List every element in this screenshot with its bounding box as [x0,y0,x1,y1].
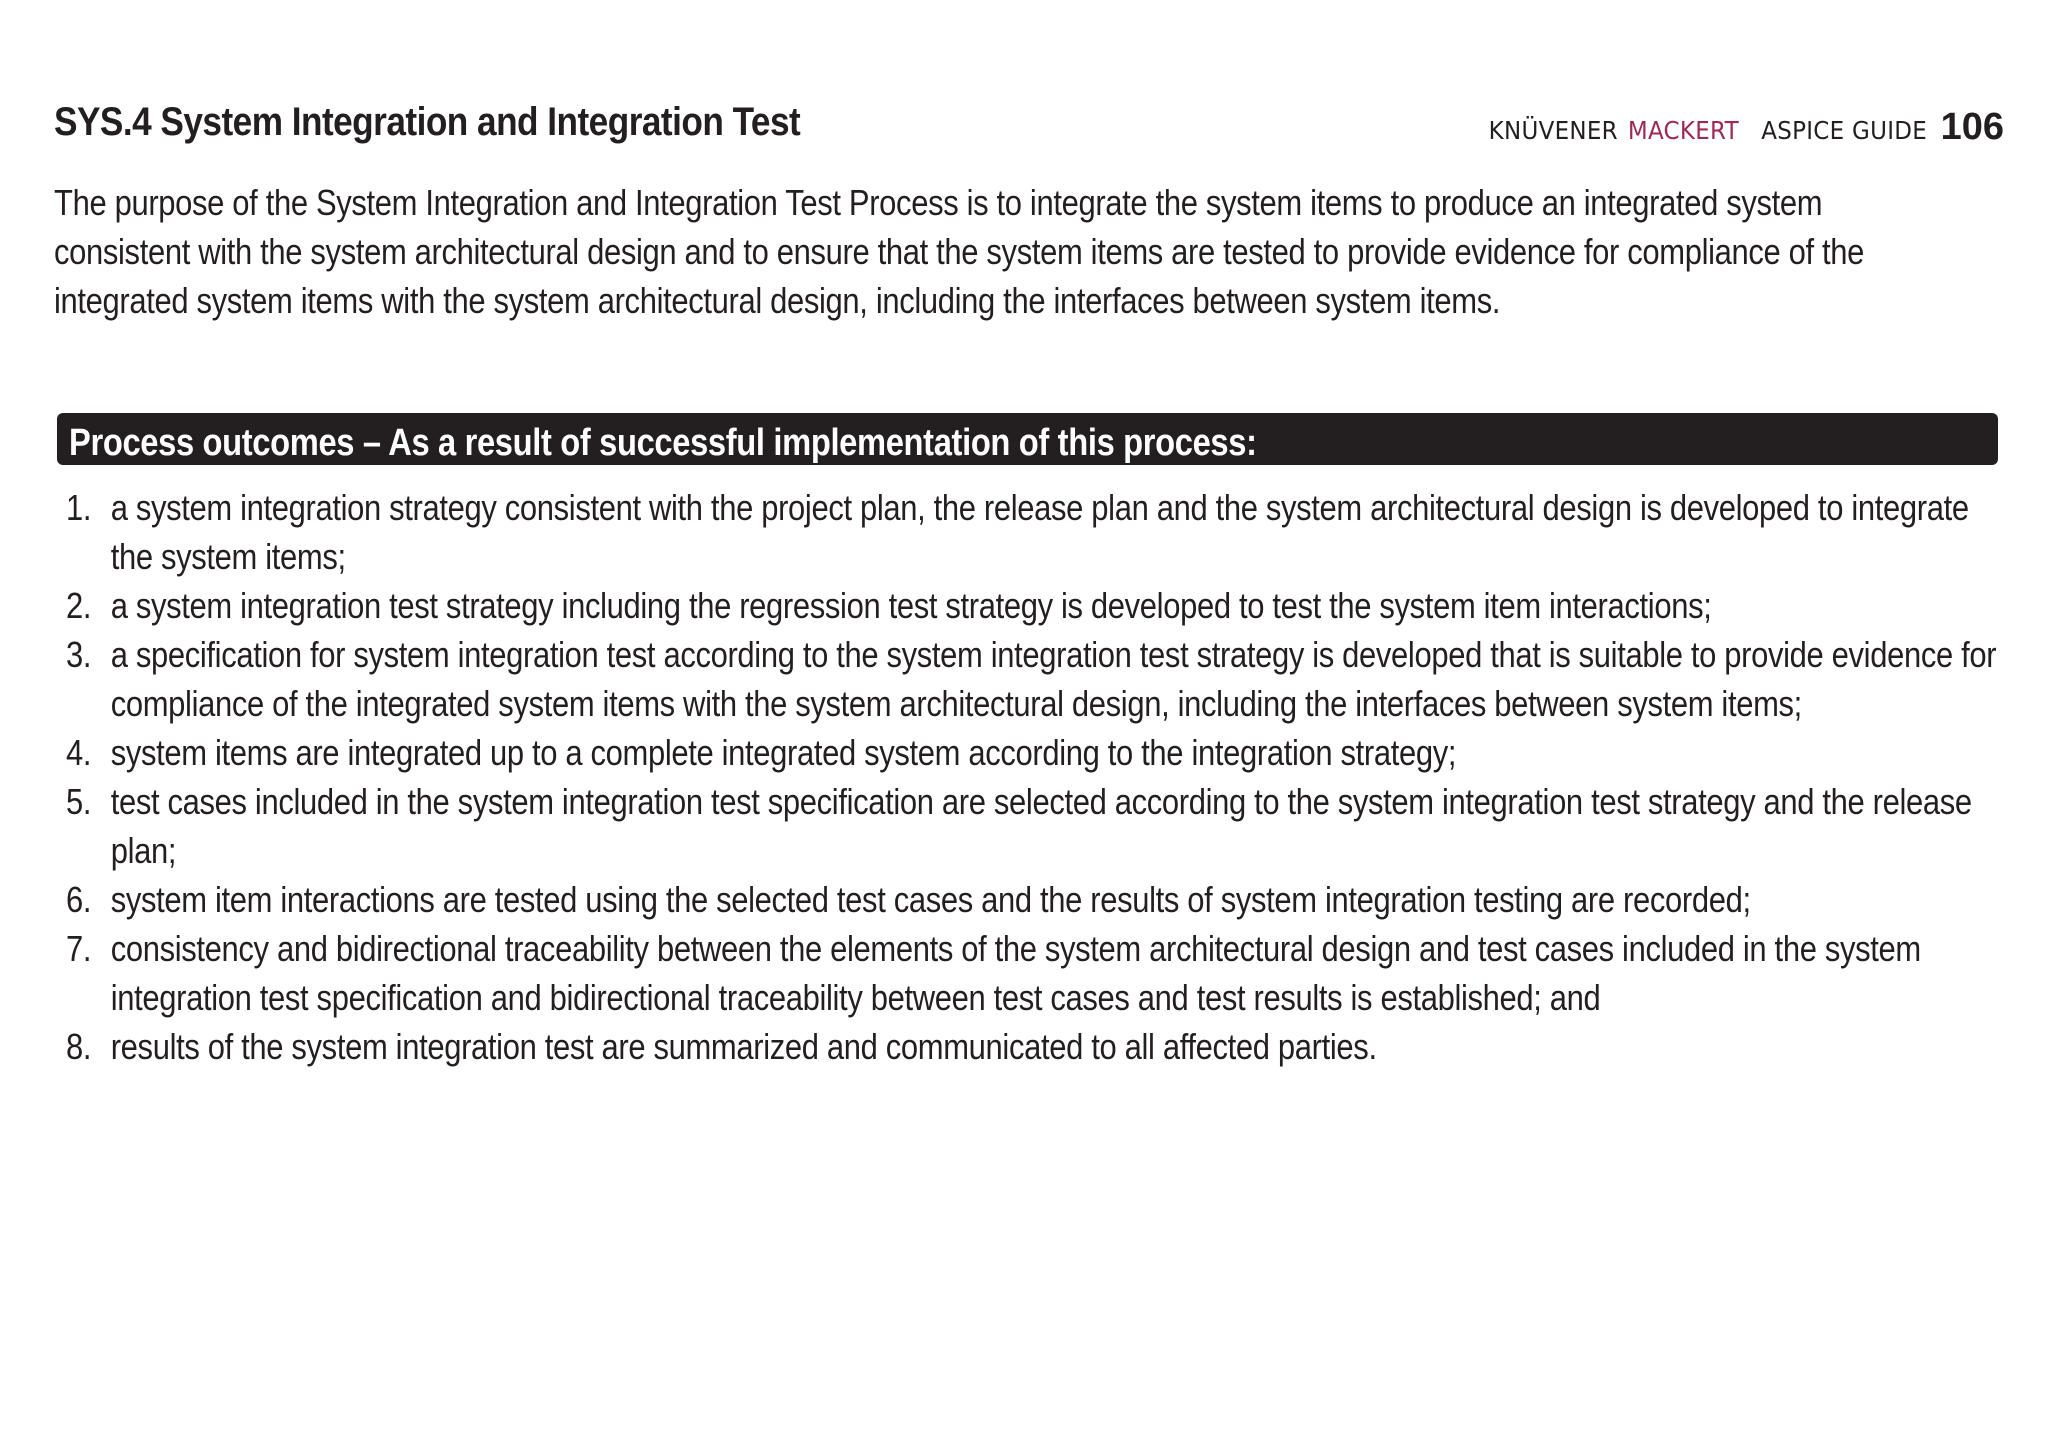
list-item-text: system item interactions are tested using the selected test cases and the results of system integration testing are recorded; [110,879,1751,920]
list-item-number: 2. [66,585,92,626]
list-item-number: 5. [66,781,92,822]
outcomes-heading-bar [57,413,1998,465]
list-item-number: 1. [66,487,92,528]
list-item-text: results of the system integration test are summarized and communicated to all affected parties. [110,1026,1377,1067]
brand-header [1483,106,2004,149]
list-item-number: 8. [66,1026,92,1067]
list-item-text: a specification for system integration test according to the system integration test strategy is developed that is suitable to provide evidence for compliance of the integrated system items with the system architectural design, including the interfaces between system items; [110,634,1997,724]
brand-name-part2: MACKERT [1628,116,1740,145]
list-item [66,777,2010,875]
brand-name-part1: KNÜVENER [1488,116,1618,145]
outcomes-list [66,483,2010,1071]
list-item-number: 7. [66,928,92,969]
list-item-text: consistency and bidirectional traceability between the elements of the system architectural design and test cases included in the system integration test specification and bidirectional traceability between test cases and test results is established; and [110,928,1921,1018]
list-item [66,581,2010,630]
list-item-number: 6. [66,879,92,920]
purpose-paragraph: The purpose of the System Integration and Integration Test Process is to integrate the system items to produce an integrated system consistent with the system architectural design and to ensure that the system items are tested to provide evidence for compliance of the integrated system items with the system architectural design, including the interfaces between system items. [54,182,1865,321]
list-item-text: test cases included in the system integration test specification are selected according to the system integration test strategy and the release plan; [110,781,1972,871]
list-item-number: 4. [66,732,92,773]
list-item [66,875,2010,924]
list-item-text: system items are integrated up to a complete integrated system according to the integration strategy; [110,732,1457,773]
page-title: SYS.4 System Integration and Integration Test [54,100,801,144]
brand-guide-label: ASPICE GUIDE [1761,116,1928,145]
page-number: 106 [1940,106,2004,148]
list-item [66,924,2010,1022]
list-item [66,483,2010,581]
list-item-text: a system integration test strategy including the regression test strategy is developed to test the system item interactions; [110,585,1712,626]
list-item [66,728,2010,777]
list-item-number: 3. [66,634,92,675]
outcomes-heading: Process outcomes – As a result of successful implementation of this process: [69,422,1257,464]
list-item [66,1022,2010,1071]
list-item-text: a system integration strategy consistent with the project plan, the release plan and the system architectural design is developed to integrate the system items; [110,487,1969,577]
list-item [66,630,2010,728]
